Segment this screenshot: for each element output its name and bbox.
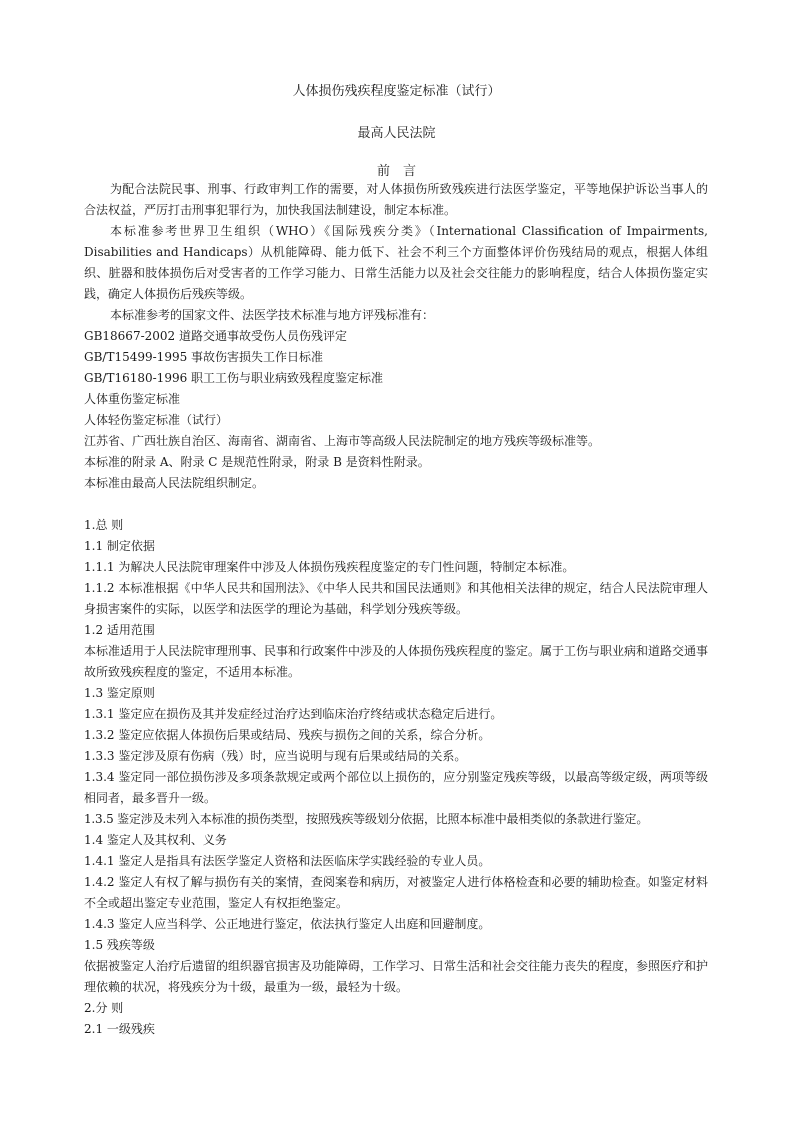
clause: 1.3.3 鉴定涉及原有伤病（残）时，应当说明与现有后果或结局的关系。: [84, 749, 467, 763]
clause: 1.3.4 鉴定同一部位损伤涉及多项条款规定或两个部位以上损伤的，应分别鉴定残疾等级，以最高等级定级，两项等级相同者，最多晋升一级。: [84, 770, 708, 805]
clause: 依据被鉴定人治疗后遗留的组织器官损害及功能障碍，工作学习、日常生活和社会交往能力丧失的程度，参照医疗和护理依赖的状况，将残疾分为十级，最重为一级，最轻为十级。: [84, 959, 709, 994]
subsection-heading: 1.4 鉴定人及其权利、义务: [84, 833, 227, 847]
foreword-paragraph-3: 本标准参考的国家文件、法医学技术标准与地方评残标准有：: [110, 308, 435, 322]
reference-item: GB/T15499-1995 事故伤害损失工作日标准: [84, 350, 324, 364]
clause: 1.4.3 鉴定人应当科学、公正地进行鉴定，依法执行鉴定人出庭和回避制度。: [84, 917, 491, 931]
clause: 1.3.1 鉴定应在损伤及其并发症经过治疗达到临床治疗终结或状态稳定后进行。: [84, 707, 503, 721]
subsection-heading: 1.3 鉴定原则: [84, 686, 155, 700]
section-heading: 2.分 则: [84, 1001, 124, 1015]
clause: 1.4.1 鉴定人是指具有法医学鉴定人资格和法医临床学实践经验的专业人员。: [84, 854, 491, 868]
issuer: 最高人民法院: [357, 126, 436, 141]
foreword-paragraph-2: 本标准参考世界卫生组织（WHO）《国际残疾分类》（International Classification of Impairments, Disabilities and Handicaps）从机能障碍、能力低下、社会不利三个方面整体评价伤残结局的观点，根据人体组织、脏器和肢体损伤后对受害者的工作学习能力、日常生活能力以及社会交往能力的影响程度，结合人体损伤鉴定实践，确定人体损伤后残疾等级。: [84, 224, 708, 301]
reference-item: GB18667-2002 道路交通事故受伤人员伤残评定: [84, 329, 347, 343]
foreword-paragraph-1: 为配合法院民事、刑事、行政审判工作的需要，对人体损伤所致残疾进行法医学鉴定，平等地保护诉讼当事人的合法权益，严厉打击刑事犯罪行为，加快我国法制建设，制定本标准。: [84, 182, 708, 217]
subsection-heading: 1.5 残疾等级: [84, 938, 155, 952]
reference-item: 本标准的附录 A、附录 C 是规范性附录，附录 B 是资料性附录。: [84, 455, 430, 469]
subsection-heading: 1.1 制定依据: [84, 539, 155, 553]
clause: 1.1.1 为解决人民法院审理案件中涉及人体损伤残疾程度鉴定的专门性问题，特制定本标准。: [84, 560, 575, 574]
document-title: 人体损伤残疾程度鉴定标准（试行）: [292, 84, 501, 99]
clause: 本标准适用于人民法院审理刑事、民事和行政案件中涉及的人体损伤残疾程度的鉴定。属于工伤与职业病和道路交通事故所致残疾程度的鉴定，不适用本标准。: [84, 644, 709, 679]
section-heading: 1.总 则: [84, 518, 124, 532]
clause: 1.1.2 本标准根据《中华人民共和国刑法》、《中华人民共和国民法通则》和其他相关法律的规定，结合人民法院审理人身损害案件的实际，以医学和法医学的理论为基础，科学划分残疾等级。: [84, 581, 708, 616]
foreword-heading: 前 言: [376, 164, 416, 179]
reference-item: 人体轻伤鉴定标准（试行）: [84, 413, 229, 427]
clause: 1.3.2 鉴定应依据人体损伤后果或结局、残疾与损伤之间的关系，综合分析。: [84, 728, 491, 742]
subsection-heading: 1.2 适用范围: [84, 623, 155, 637]
clause: 1.3.5 鉴定涉及未列入本标准的损伤类型，按照残疾等级划分依据，比照本标准中最相类似的条款进行鉴定。: [84, 812, 649, 826]
reference-item: 人体重伤鉴定标准: [84, 392, 181, 406]
reference-item: GB/T16180-1996 职工工伤与职业病致残程度鉴定标准: [84, 371, 384, 385]
clause: 1.4.2 鉴定人有权了解与损伤有关的案情，查阅案卷和病历，对被鉴定人进行体格检查和必要的辅助检查。如鉴定材料不全或超出鉴定专业范围，鉴定人有权拒绝鉴定。: [84, 875, 708, 910]
reference-item: 江苏省、广西壮族自治区、海南省、湖南省、上海市等高级人民法院制定的地方残疾等级标准等。: [84, 434, 601, 448]
subsection-heading: 2.1 一级残疾: [84, 1022, 155, 1036]
reference-item: 本标准由最高人民法院组织制定。: [84, 476, 265, 490]
